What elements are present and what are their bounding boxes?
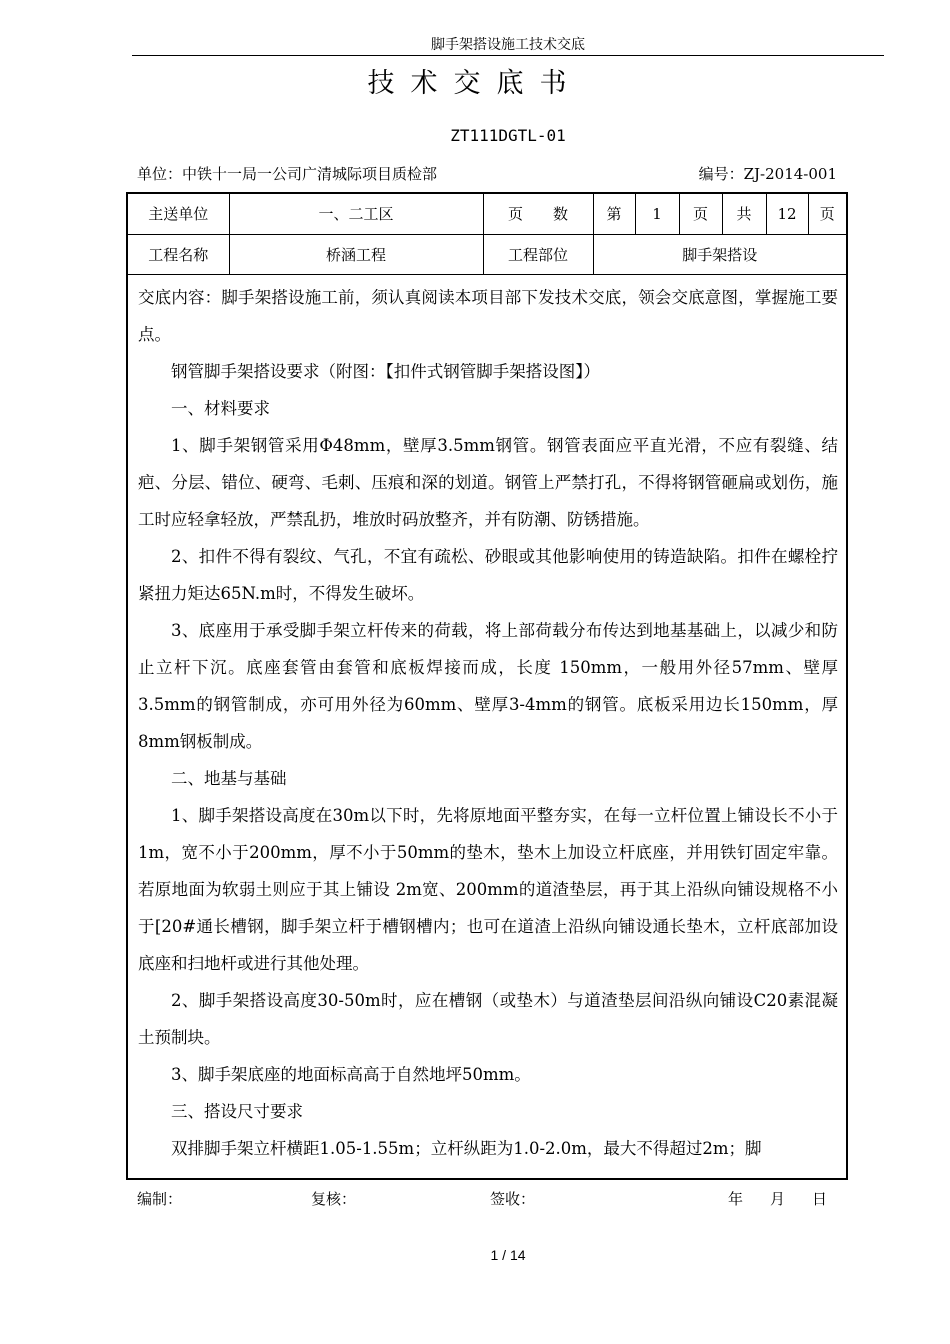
disclosure-content (128, 275, 846, 1167)
cell-project-label: 工程名称 (128, 234, 229, 274)
section-heading-materials: 一、材料要求 (171, 398, 270, 418)
content-heading-main: 钢管脚手架搭设要求（附图：【扣件式钢管脚手架搭设图】） (171, 361, 600, 381)
cell-page-total: 12 (766, 194, 808, 234)
info-row-recipient (128, 194, 846, 234)
document-code: ZT111DGTL-01 (450, 126, 566, 145)
section-heading-foundation: 二、地基与基础 (171, 768, 287, 788)
content-paragraph: 3、底座用于承受脚手架立杆传来的荷载，将上部荷载分布传达到地基基础上，以减少和防止立杆下沉。底座套管由套管和底板焊接而成，长度 150mm，一般用外径57mm、壁厚3.5mm的钢管制成，亦可用外径为60mm、壁厚3-4mm的钢管。底板采用边长150mm，厚8mm钢板制成。 (138, 620, 838, 751)
cell-recipient-label: 主送单位 (128, 194, 229, 234)
content-paragraph: 双排脚手架立杆横距1.05-1.55m；立杆纵距为1.0-2.0m，最大不得超过2m；脚 (171, 1138, 762, 1158)
date-year-label: 年 (728, 1190, 744, 1208)
date-month-label: 月 (770, 1190, 786, 1208)
page-number: 1 / 14 (490, 1247, 526, 1263)
content-paragraph: 1、脚手架钢管采用Φ48mm，壁厚3.5mm钢管。钢管表面应平直光滑，不应有裂缝、结疤、分层、错位、硬弯、毛刺、压痕和深的划道。钢管上严禁打孔，不得将钢管砸扁或划伤，施工时应轻拿轻放，严禁乱扔，堆放时码放整齐，并有防潮、防锈措施。 (138, 435, 838, 529)
content-paragraph: 3、脚手架底座的地面标高高于自然地坪50mm。 (171, 1064, 531, 1084)
unit-label: 单位：中铁十一局一公司广清城际项目质检部 (137, 165, 438, 183)
cell-total-suffix: 页 (808, 194, 846, 234)
section-heading-dimensions: 三、搭设尺寸要求 (171, 1101, 303, 1121)
received-by-label: 签收： (490, 1190, 536, 1208)
cell-part-value: 脚手架搭设 (593, 234, 846, 274)
info-row-project (128, 234, 846, 274)
info-table (128, 194, 846, 275)
document-number: 编号：ZJ-2014-001 (698, 165, 837, 183)
cell-total-prefix: 共 (722, 194, 766, 234)
cell-part-label: 工程部位 (483, 234, 593, 274)
content-paragraph: 2、扣件不得有裂纹、气孔，不宜有疏松、砂眼或其他影响使用的铸造缺陷。扣件在螺栓拧紧扭力矩达65N.m时，不得发生破坏。 (138, 546, 838, 603)
cell-recipient-value: 一、二工区 (229, 194, 483, 234)
document-title: 技术交底书 (367, 68, 583, 99)
running-header: 脚手架搭设施工技术交底 (431, 37, 585, 53)
compiled-by-label: 编制： (137, 1190, 183, 1208)
cell-page-prefix: 第 (593, 194, 635, 234)
content-paragraph: 1、脚手架搭设高度在30m以下时，先将原地面平整夯实，在每一立杆位置上铺设长不小于1m，宽不小于200mm，厚不小于50mm的垫木，垫木上加设立杆底座，并用铁钉固定牢靠。若原地面为软弱土则应于其上铺设 2m宽、200mm的道渣垫层，再于其上沿纵向铺设规格不小于[20#通长槽钢，脚手架立杆于槽钢槽内；也可在道渣上沿纵向铺设通长垫木，立杆底部加设底座和扫地杆或进行其他处理。 (138, 805, 838, 973)
content-intro: 交底内容：脚手架搭设施工前，须认真阅读本项目部下发技术交底，领会交底意图，掌握施工要点。 (138, 287, 838, 344)
cell-project-value: 桥涵工程 (229, 234, 483, 274)
disclosure-sheet (126, 192, 848, 1180)
date-day-label: 日 (812, 1190, 828, 1208)
reviewed-by-label: 复核： (311, 1190, 357, 1208)
content-paragraph: 2、脚手架搭设高度30-50m时，应在槽钢（或垫木）与道渣垫层间沿纵向铺设C20素混凝土预制块。 (138, 990, 838, 1047)
cell-page-current: 1 (635, 194, 679, 234)
header-rule (132, 55, 884, 56)
cell-page-suffix: 页 (679, 194, 722, 234)
cell-pages-label: 页 数 (483, 194, 593, 234)
